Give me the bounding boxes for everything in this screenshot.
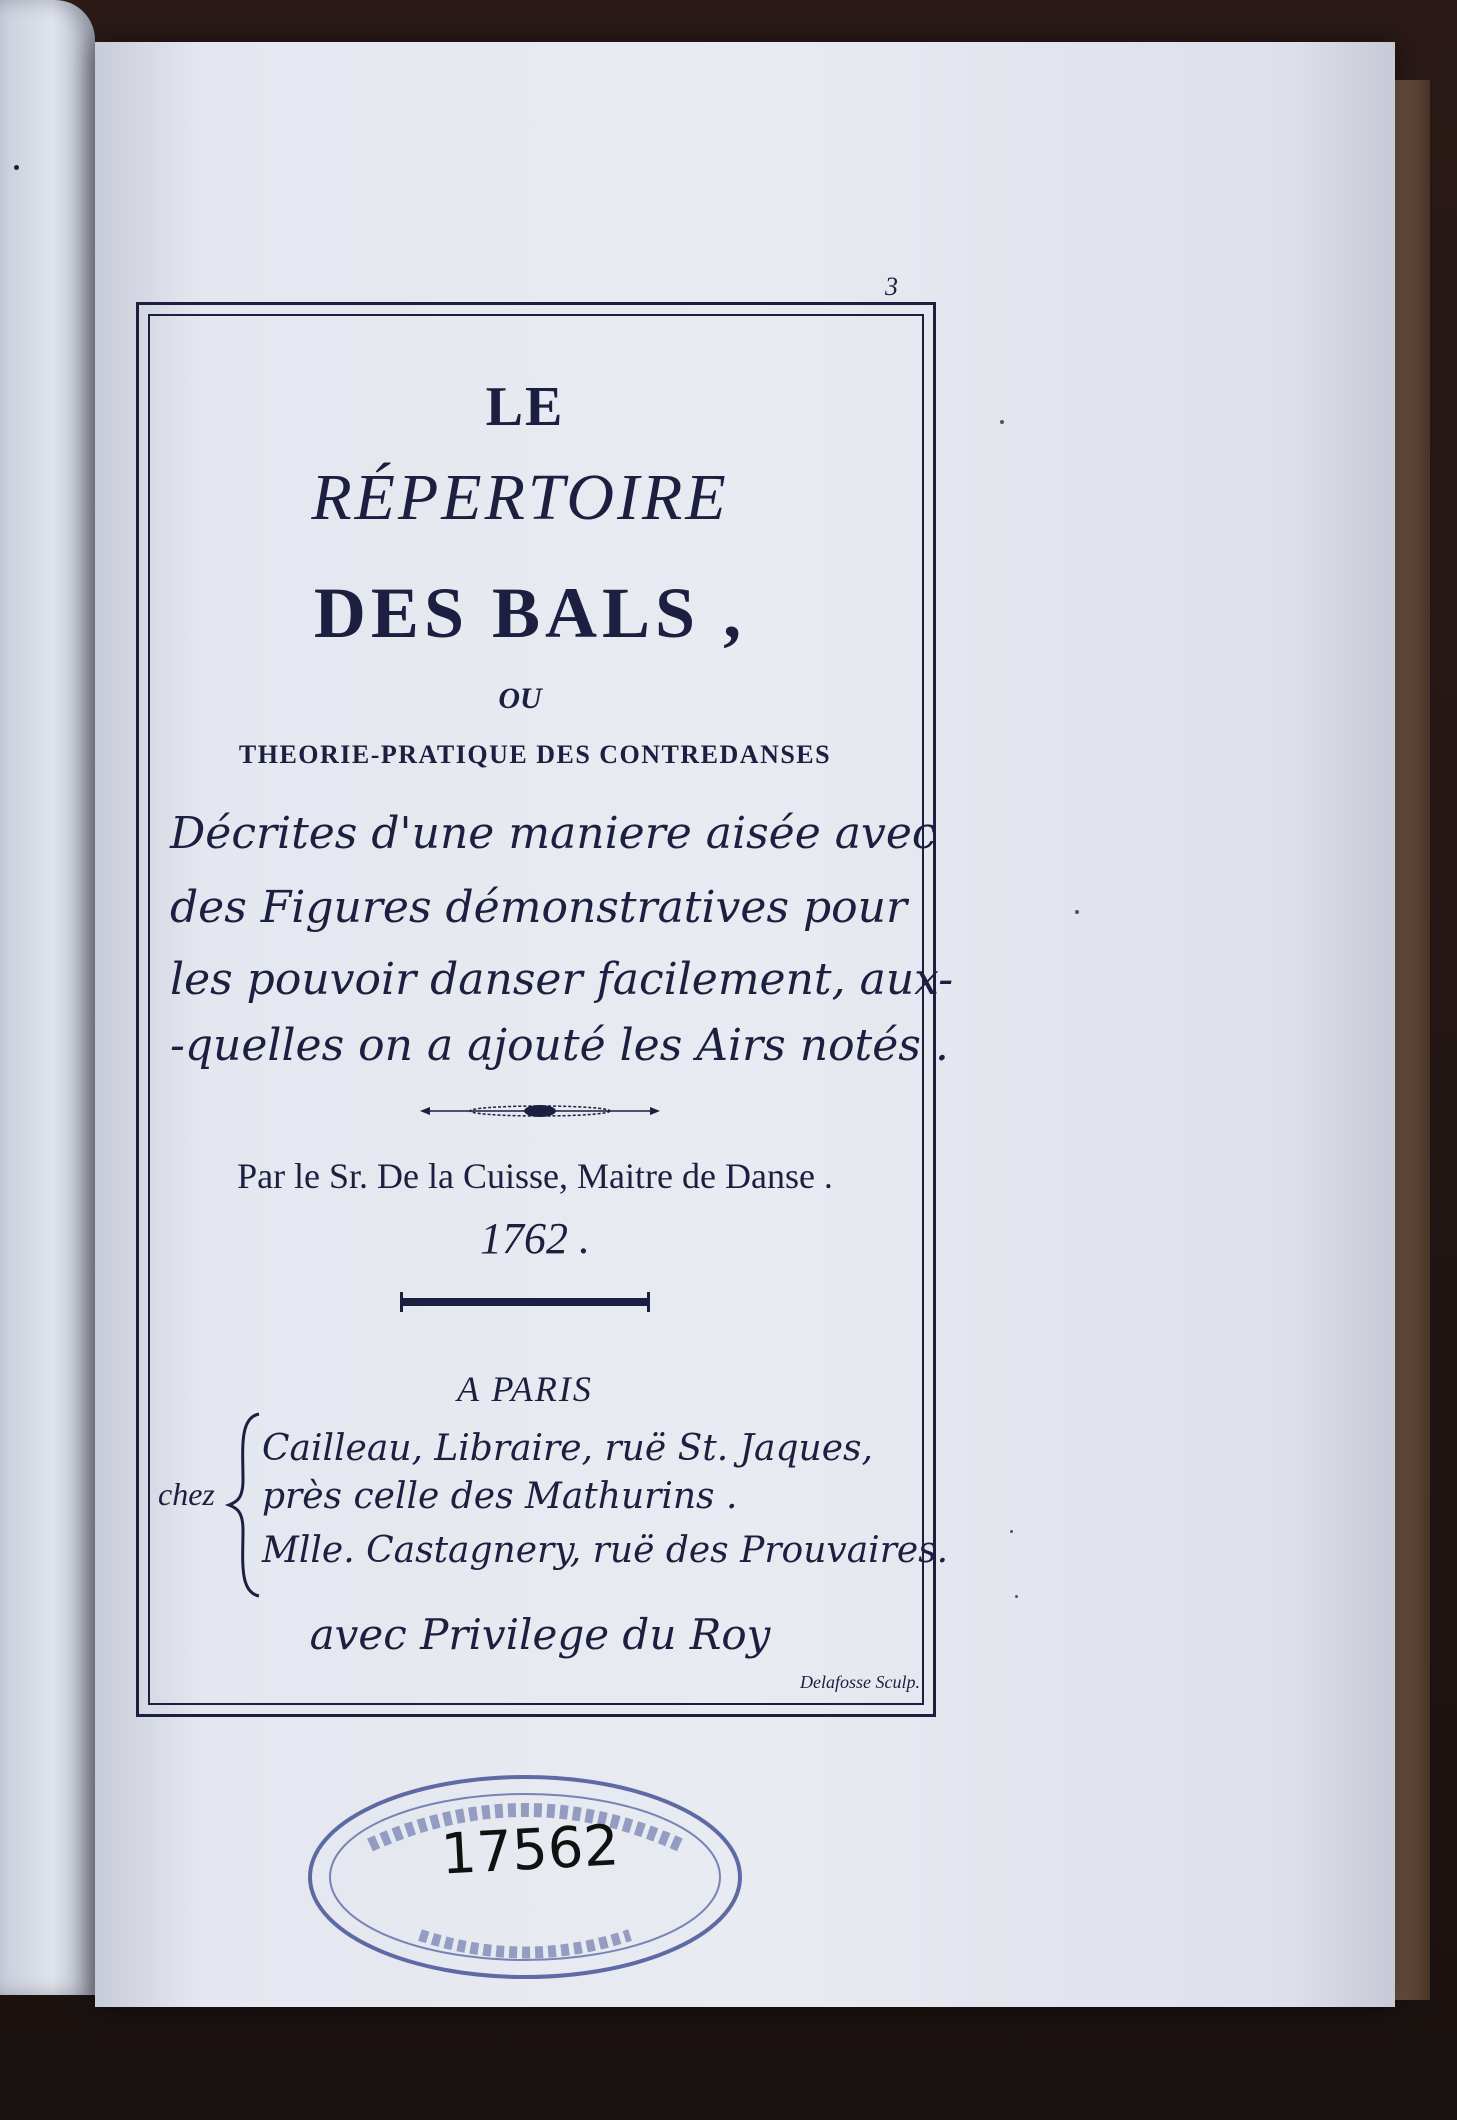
conjunction-ou: OU: [498, 682, 542, 715]
imprint-address-line-1: Cailleau, Libraire, ruë St. Jaques,: [262, 1428, 873, 1469]
description-line-4: -quelles on a ajouté les Airs notés .: [170, 1020, 949, 1071]
description-line-2: des Figures démonstratives pour: [170, 882, 908, 933]
page-number: 3: [885, 272, 898, 301]
royal-privilege: avec Privilege du Roy: [309, 1610, 771, 1659]
imprint-address-line-2: près celle des Mathurins .: [262, 1476, 738, 1517]
left-page-edge: [0, 0, 95, 1995]
author-line: Par le Sr. De la Cuisse, Maitre de Danse .: [237, 1156, 833, 1196]
imprint-place: A PARIS: [457, 1369, 593, 1409]
description-line-1: Décrites d'une maniere aisée avec: [170, 808, 937, 859]
title-line-des-bals: DES BALS ,: [313, 573, 747, 653]
publication-year: 1762 .: [480, 1214, 590, 1263]
curly-brace: [225, 1410, 265, 1600]
title-line-repertoire: RÉPERTOIRE: [311, 461, 729, 534]
subtitle: THEORIE-PRATIQUE DES CONTREDANSES: [238, 740, 832, 769]
engraver-signature: Delafosse Sculp.: [800, 1672, 920, 1692]
stamp-handwritten-number: 17562: [439, 1813, 621, 1888]
book-edge: [1390, 80, 1430, 2000]
ornament-divider: [420, 1103, 660, 1119]
imprint-address-line-3: Mlle. Castagnery, ruë des Prouvaires.: [262, 1530, 949, 1571]
engraved-rule: [400, 1298, 650, 1306]
description-line-3: les pouvoir danser facilement, aux-: [170, 954, 954, 1005]
imprint-chez: chez: [158, 1476, 215, 1512]
title-line-le: LE: [485, 376, 565, 438]
